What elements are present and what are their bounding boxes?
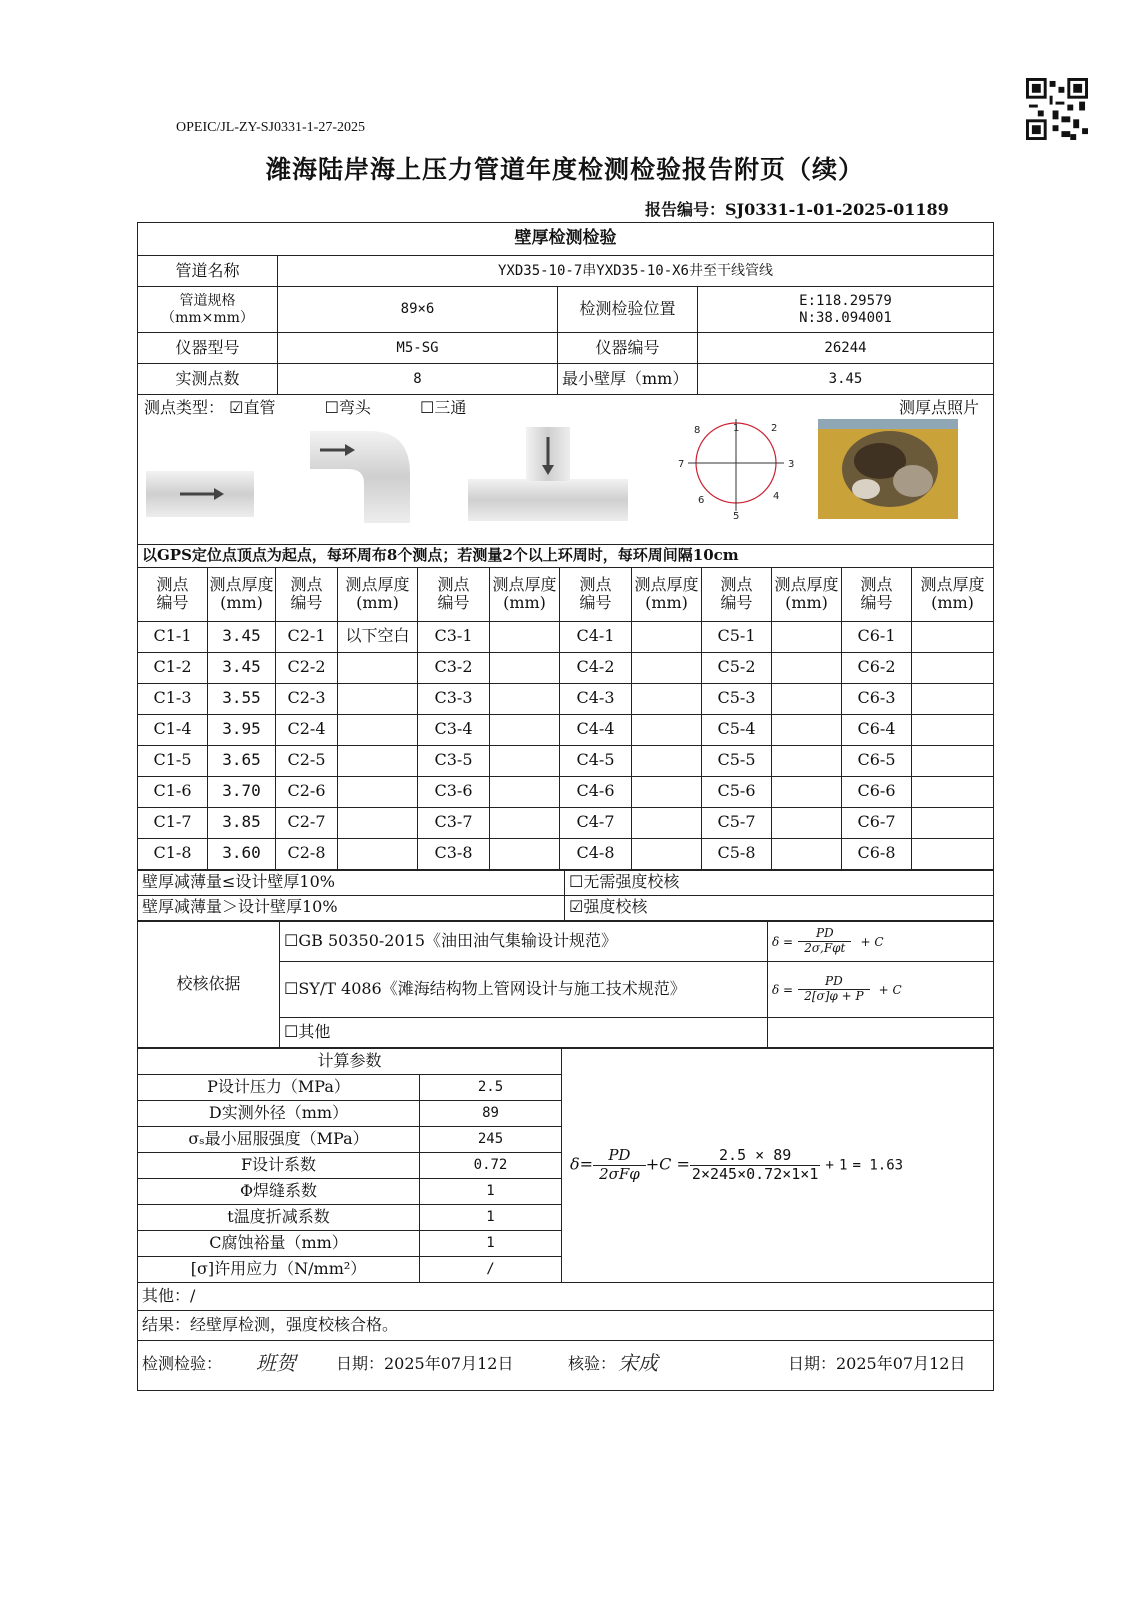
gb-formula-lhs: δ = <box>772 934 794 949</box>
point-thickness: 3.45 <box>208 652 276 683</box>
points-header-no <box>138 567 208 621</box>
location-label: 检测检验位置 <box>558 287 698 333</box>
calc-formula-plus: + <box>825 1157 834 1174</box>
points-header-thick <box>338 567 418 621</box>
point-thickness <box>912 714 994 745</box>
point-thickness <box>490 807 560 838</box>
points-header-thick-line: 测点厚度 <box>774 574 839 594</box>
calc-formula-lhs: δ= <box>570 1154 594 1174</box>
point-type-straight: ☑直管 <box>229 398 276 417</box>
table-row <box>138 745 994 776</box>
calc-table <box>137 1048 994 1391</box>
points-header-thick <box>490 567 560 621</box>
calc-formula-result: = 1.63 <box>852 1157 904 1174</box>
point-thickness <box>338 838 418 869</box>
point-thickness <box>338 683 418 714</box>
location-e: E:118.29579 <box>799 293 892 310</box>
calc-param-name: Φ焊缝系数 <box>138 1178 420 1204</box>
point-thickness <box>772 652 842 683</box>
point-thickness <box>632 745 702 776</box>
qr-code-icon <box>1026 78 1088 140</box>
calc-param-value: 245 <box>420 1126 562 1152</box>
checker-signature: 宋成 <box>618 1350 658 1375</box>
points-header-no-line: 测点 <box>290 574 323 594</box>
thickness-photo <box>818 419 958 519</box>
points-header-no-line: 测点 <box>720 574 753 594</box>
point-thickness <box>772 745 842 776</box>
point-thickness <box>912 683 994 714</box>
photo-label: 测厚点照片 <box>898 398 979 417</box>
calc-param-name: F设计系数 <box>138 1152 420 1178</box>
point-thickness <box>772 776 842 807</box>
point-thickness <box>490 745 560 776</box>
diagram-label-7: 7 <box>678 459 685 470</box>
point-id: C3-5 <box>418 745 490 776</box>
points-header-no-line: 编号 <box>720 593 753 612</box>
tee-pipe-icon <box>468 427 628 521</box>
strength-check-checkbox: ☑强度校核 <box>565 895 994 920</box>
calc-param-value: 1 <box>420 1230 562 1256</box>
point-id: C3-2 <box>418 652 490 683</box>
point-thickness <box>338 745 418 776</box>
table-row <box>138 683 994 714</box>
points-header-row <box>138 567 994 621</box>
calc-param-value: 1 <box>420 1178 562 1204</box>
point-id: C1-5 <box>138 745 208 776</box>
point-id: C3-8 <box>418 838 490 869</box>
location-value <box>698 287 994 333</box>
point-id: C5-7 <box>702 807 772 838</box>
gb-formula-tail: + C <box>860 934 884 949</box>
point-thickness <box>338 652 418 683</box>
point-id: C4-4 <box>560 714 632 745</box>
points-header-thick <box>912 567 994 621</box>
points-header-no-line: 编号 <box>860 593 893 612</box>
point-id: C6-4 <box>842 714 912 745</box>
pipe-diagrams <box>138 419 994 545</box>
section-title: 壁厚检测检验 <box>138 223 994 256</box>
points-header-no <box>842 567 912 621</box>
point-thickness <box>632 621 702 652</box>
diagram-label-5: 5 <box>733 511 740 522</box>
calc-param-value: 0.72 <box>420 1152 562 1178</box>
points-header-no-line: 测点 <box>437 574 470 594</box>
points-header-no-line: 编号 <box>437 593 470 612</box>
calc-param-value: 2.5 <box>420 1074 562 1100</box>
point-id: C1-4 <box>138 714 208 745</box>
point-thickness <box>490 714 560 745</box>
point-thickness <box>772 714 842 745</box>
device-no-value: 26244 <box>698 333 994 364</box>
point-thickness <box>912 652 994 683</box>
calc-param-value: / <box>420 1256 562 1282</box>
point-id: C6-1 <box>842 621 912 652</box>
point-thickness: 3.95 <box>208 714 276 745</box>
inspection-date: 日期：2025年07月12日 <box>336 1353 514 1373</box>
point-thickness <box>632 683 702 714</box>
points-header-no-line: 编号 <box>290 593 323 612</box>
point-thickness <box>490 621 560 652</box>
point-id: C1-1 <box>138 621 208 652</box>
calc-formula-num1: PD <box>593 1147 646 1165</box>
point-id: C5-6 <box>702 776 772 807</box>
point-type-cell <box>138 395 994 545</box>
device-no-label: 仪器编号 <box>558 333 698 364</box>
calc-param-name: t温度折减系数 <box>138 1204 420 1230</box>
points-header-thick-line: 测点厚度 <box>634 574 699 594</box>
inspector-label: 检测检验： <box>142 1353 223 1373</box>
basis-label: 校核依据 <box>138 921 280 1047</box>
inspector-signature: 班贺 <box>256 1350 296 1375</box>
count-value: 8 <box>278 364 558 395</box>
point-id: C3-7 <box>418 807 490 838</box>
point-thickness <box>912 807 994 838</box>
point-id: C4-6 <box>560 776 632 807</box>
diagram-label-4: 4 <box>773 491 780 502</box>
point-thickness: 3.60 <box>208 838 276 869</box>
point-id: C2-8 <box>276 838 338 869</box>
points-header-thick-line: (mm) <box>931 593 974 612</box>
points-header-no-line: 编号 <box>579 593 612 612</box>
point-id: C2-7 <box>276 807 338 838</box>
table-row <box>138 652 994 683</box>
point-type-elbow: ☐弯头 <box>324 398 371 417</box>
location-n: N:38.094001 <box>799 309 892 326</box>
result-note: 结果：经壁厚检测，强度校核合格。 <box>138 1310 994 1340</box>
points-header-thick <box>208 567 276 621</box>
min-thickness-label: 最小壁厚（mm） <box>558 364 698 395</box>
diagram-label-2: 2 <box>771 423 778 434</box>
count-label: 实测点数 <box>138 364 278 395</box>
point-id: C5-2 <box>702 652 772 683</box>
points-header-no <box>560 567 632 621</box>
reduction-le: 壁厚减薄量≤设计壁厚10% <box>138 870 565 895</box>
points-header-no-line: 测点 <box>156 574 189 594</box>
sy-formula-den: 2[σ]φ + P <box>804 988 864 1003</box>
point-id: C5-8 <box>702 838 772 869</box>
point-thickness <box>338 776 418 807</box>
basis-gb-formula <box>768 921 994 961</box>
document-code: OPEIC/JL-ZY-SJ0331-1-27-2025 <box>176 120 365 135</box>
table-row <box>138 776 994 807</box>
point-thickness: 3.85 <box>208 807 276 838</box>
points-table <box>137 567 994 870</box>
calc-param-value: 1 <box>420 1204 562 1230</box>
table-row <box>138 621 994 652</box>
point-id: C6-8 <box>842 838 912 869</box>
calc-param-value: 89 <box>420 1100 562 1126</box>
points-header-thick-line: (mm) <box>785 593 828 612</box>
spec-value: 89×6 <box>278 287 558 333</box>
point-id: C1-6 <box>138 776 208 807</box>
point-thickness <box>338 807 418 838</box>
point-thickness: 以下空白 <box>338 621 418 652</box>
point-id: C4-7 <box>560 807 632 838</box>
model-label: 仪器型号 <box>138 333 278 364</box>
basis-gb: ☐GB 50350-2015《油田油气集输设计规范》 <box>280 921 768 961</box>
point-id: C3-4 <box>418 714 490 745</box>
points-header-no <box>276 567 338 621</box>
point-id: C6-3 <box>842 683 912 714</box>
calc-formula-den1: 2σFφ <box>599 1164 640 1183</box>
calc-param-name: σₛ最小屈服强度（MPa） <box>138 1126 420 1152</box>
diagram-label-6: 6 <box>698 495 705 506</box>
point-thickness <box>338 714 418 745</box>
point-thickness: 3.70 <box>208 776 276 807</box>
calc-param-name: P设计压力（MPa） <box>138 1074 420 1100</box>
sy-formula-num: PD <box>798 975 869 990</box>
point-id: C3-3 <box>418 683 490 714</box>
point-id: C1-8 <box>138 838 208 869</box>
point-id: C3-6 <box>418 776 490 807</box>
calc-formula-num2: 2.5 × 89 <box>690 1147 820 1165</box>
points-header-thick <box>632 567 702 621</box>
point-thickness <box>632 838 702 869</box>
gb-formula-num: PD <box>798 927 851 942</box>
pipe-name-value: YXD35-10-7串YXD35-10-X6井至干线管线 <box>278 256 994 287</box>
point-id: C5-4 <box>702 714 772 745</box>
point-id: C1-7 <box>138 807 208 838</box>
points-header-thick-line: 测点厚度 <box>209 574 274 594</box>
point-thickness <box>490 838 560 869</box>
calc-param-name: D实测外径（mm） <box>138 1100 420 1126</box>
diagram-label-3: 3 <box>788 459 795 470</box>
point-id: C2-6 <box>276 776 338 807</box>
model-value: M5-SG <box>278 333 558 364</box>
points-header-no <box>418 567 490 621</box>
point-thickness <box>632 714 702 745</box>
points-header-thick <box>772 567 842 621</box>
point-id: C4-2 <box>560 652 632 683</box>
table-row <box>138 838 994 869</box>
point-thickness <box>490 683 560 714</box>
points-header-thick-line: 测点厚度 <box>492 574 557 594</box>
point-id: C2-5 <box>276 745 338 776</box>
point-thickness <box>632 652 702 683</box>
points-header-thick-line: (mm) <box>356 593 399 612</box>
point-id: C2-4 <box>276 714 338 745</box>
point-thickness <box>632 807 702 838</box>
table-row <box>138 807 994 838</box>
point-thickness <box>772 683 842 714</box>
pipe-name-label: 管道名称 <box>138 256 278 287</box>
point-thickness <box>772 807 842 838</box>
basis-sy-formula <box>768 961 994 1017</box>
calc-formula-eq: = <box>676 1154 690 1174</box>
info-table <box>137 222 994 567</box>
page-title: 潍海陆岸海上压力管道年度检测检验报告附页（续） <box>265 155 864 184</box>
point-id: C5-5 <box>702 745 772 776</box>
point-thickness <box>772 838 842 869</box>
point-id: C2-1 <box>276 621 338 652</box>
sy-formula-tail: + C <box>878 982 902 997</box>
straight-pipe-icon <box>146 471 254 517</box>
point-id: C2-3 <box>276 683 338 714</box>
point-thickness: 3.55 <box>208 683 276 714</box>
point-id: C4-3 <box>560 683 632 714</box>
calc-formula <box>562 1048 994 1282</box>
point-thickness <box>912 776 994 807</box>
table-row <box>138 714 994 745</box>
point-thickness <box>912 838 994 869</box>
gb-formula-den: 2σ,Fφt <box>804 940 846 955</box>
min-thickness-value: 3.45 <box>698 364 994 395</box>
signature-row <box>138 1340 994 1390</box>
calc-param-name: C腐蚀裕量（mm） <box>138 1230 420 1256</box>
gps-note: 以GPS定位点顶点为起点，每环周布8个测点；若测量2个以上环周时，每环周间隔10cm <box>138 545 994 567</box>
no-strength-check-checkbox: ☐无需强度校核 <box>565 870 994 895</box>
calc-title: 计算参数 <box>138 1048 562 1074</box>
calc-formula-plus-c: +C <box>645 1154 672 1174</box>
point-thickness <box>912 745 994 776</box>
point-id: C4-1 <box>560 621 632 652</box>
spec-label: 管道规格（mm×mm） <box>138 287 278 333</box>
diagram-label-1: 1 <box>733 423 740 434</box>
point-id: C2-2 <box>276 652 338 683</box>
calc-param-name: [σ]许用应力（N/mm²） <box>138 1256 420 1282</box>
point-id: C4-8 <box>560 838 632 869</box>
points-header-no-line: 测点 <box>860 574 893 594</box>
points-header-thick-line: (mm) <box>645 593 688 612</box>
point-thickness: 3.45 <box>208 621 276 652</box>
points-header-thick-line: (mm) <box>220 593 263 612</box>
point-id: C6-7 <box>842 807 912 838</box>
basis-other: ☐其他 <box>280 1017 768 1047</box>
points-header-thick-line: 测点厚度 <box>345 574 410 594</box>
point-thickness <box>912 621 994 652</box>
check-date: 日期：2025年07月12日 <box>788 1353 966 1373</box>
point-id: C3-1 <box>418 621 490 652</box>
points-header-thick-line: (mm) <box>503 593 546 612</box>
measurement-points-diagram-icon <box>678 419 794 522</box>
point-id: C1-2 <box>138 652 208 683</box>
point-id: C6-2 <box>842 652 912 683</box>
point-thickness <box>490 652 560 683</box>
point-id: C6-6 <box>842 776 912 807</box>
point-thickness <box>632 776 702 807</box>
point-id: C1-3 <box>138 683 208 714</box>
basis-table <box>137 921 994 1048</box>
point-id: C4-5 <box>560 745 632 776</box>
report-number: 报告编号：SJ0331-1-01-2025-01189 <box>645 200 949 219</box>
points-header-no-line: 编号 <box>156 593 189 612</box>
point-thickness <box>490 776 560 807</box>
point-id: C5-3 <box>702 683 772 714</box>
elbow-pipe-icon <box>310 431 410 523</box>
other-note: 其他：/ <box>138 1282 994 1310</box>
point-id: C6-5 <box>842 745 912 776</box>
reduction-table <box>137 870 994 921</box>
calc-formula-c: 1 <box>838 1157 848 1174</box>
point-type-tee: ☐三通 <box>420 398 467 417</box>
point-thickness: 3.65 <box>208 745 276 776</box>
checker-label: 核验： <box>568 1353 617 1373</box>
point-thickness <box>772 621 842 652</box>
calc-formula-den2: 2×245×0.72×1×1 <box>691 1164 819 1183</box>
point-type-label: 测点类型： <box>144 398 225 417</box>
reduction-gt: 壁厚减薄量＞设计壁厚10% <box>138 895 565 920</box>
point-id: C5-1 <box>702 621 772 652</box>
points-header-thick-line: 测点厚度 <box>920 574 985 594</box>
points-header-no <box>702 567 772 621</box>
basis-sy: ☐SY/T 4086《滩海结构物上管网设计与施工技术规范》 <box>280 961 768 1017</box>
sy-formula-lhs: δ = <box>772 982 794 997</box>
points-header-no-line: 测点 <box>579 574 612 594</box>
diagram-label-8: 8 <box>694 425 701 436</box>
